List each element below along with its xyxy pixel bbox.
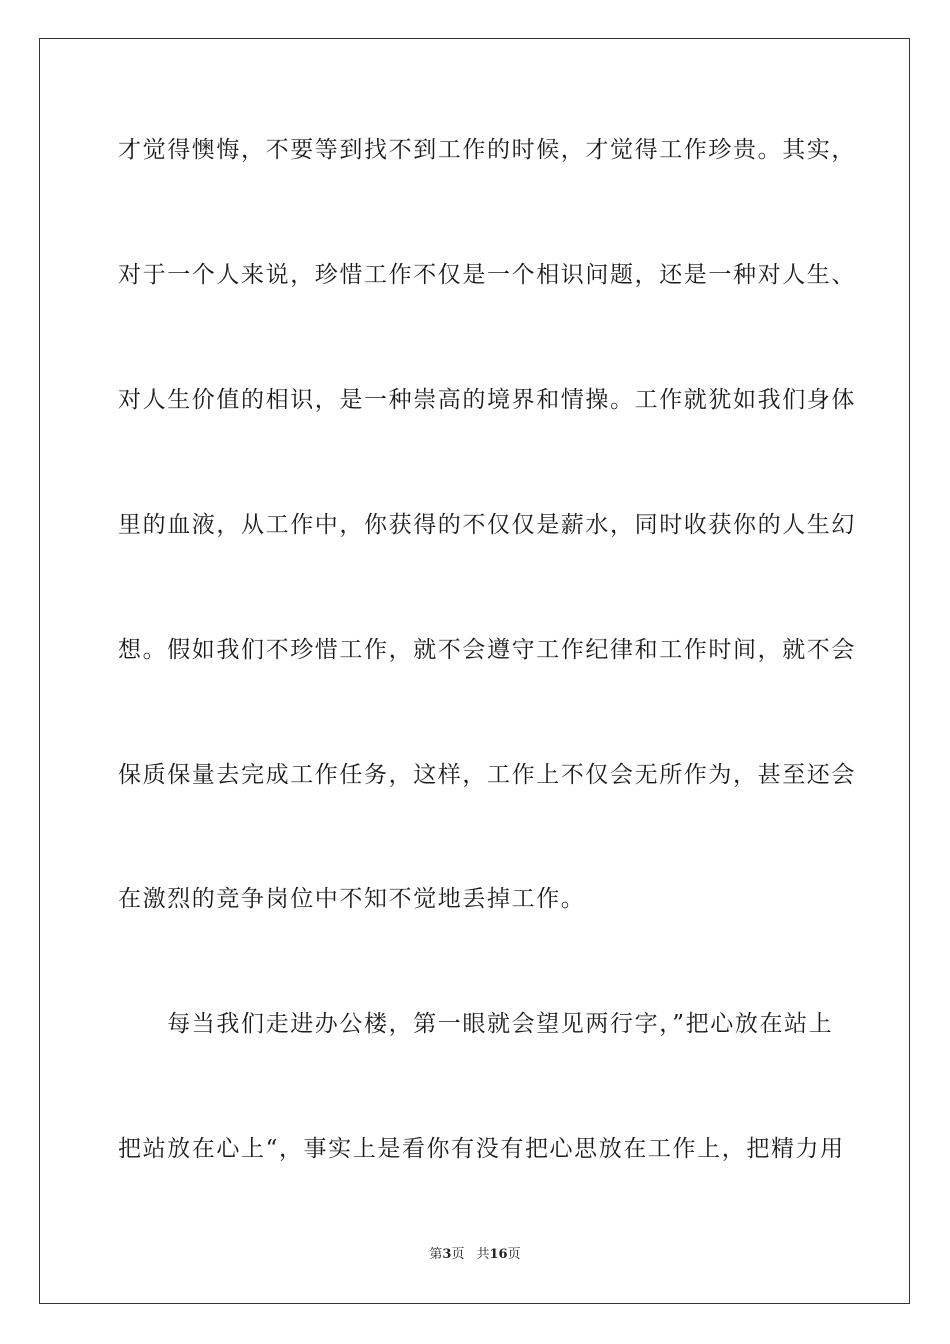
- page-prefix: 第: [429, 1247, 443, 1262]
- paragraph-line: 把站放在心上“，事实上是看你有没有把心思放在工作上，把精力用: [118, 1136, 845, 1162]
- paragraph-line: 在激烈的竞争岗位中不知不觉地丢掉工作。: [118, 886, 586, 912]
- total-prefix: 共: [476, 1247, 490, 1262]
- paragraph-line: 想。假如我们不珍惜工作，就不会遵守工作纪律和工作时间，就不会: [118, 637, 856, 663]
- page-suffix: 页: [451, 1247, 465, 1262]
- paragraph-line: 对于一个人来说，珍惜工作不仅是一个相识问题，还是一种对人生、: [118, 262, 856, 288]
- total-pages: 16: [489, 1247, 508, 1262]
- paragraph-line: 才觉得懊悔，不要等到找不到工作的时候，才觉得工作珍贵。其实，: [118, 137, 856, 163]
- total-suffix: 页: [507, 1247, 521, 1262]
- page-footer: [0, 1246, 950, 1264]
- paragraph-line: 每当我们走进办公楼，第一眼就会望见两行字，”把心放在站上: [118, 1011, 834, 1037]
- paragraph-line: 对人生价值的相识，是一种崇高的境界和情操。工作就犹如我们身体: [118, 387, 856, 413]
- page-number: 3: [442, 1247, 452, 1262]
- page-border: [39, 38, 910, 1304]
- paragraph-line: 保质保量去完成工作任务，这样，工作上不仅会无所作为，甚至还会: [118, 762, 856, 788]
- paragraph-line: 里的血液，从工作中，你获得的不仅仅是薪水，同时收获你的人生幻: [118, 512, 856, 538]
